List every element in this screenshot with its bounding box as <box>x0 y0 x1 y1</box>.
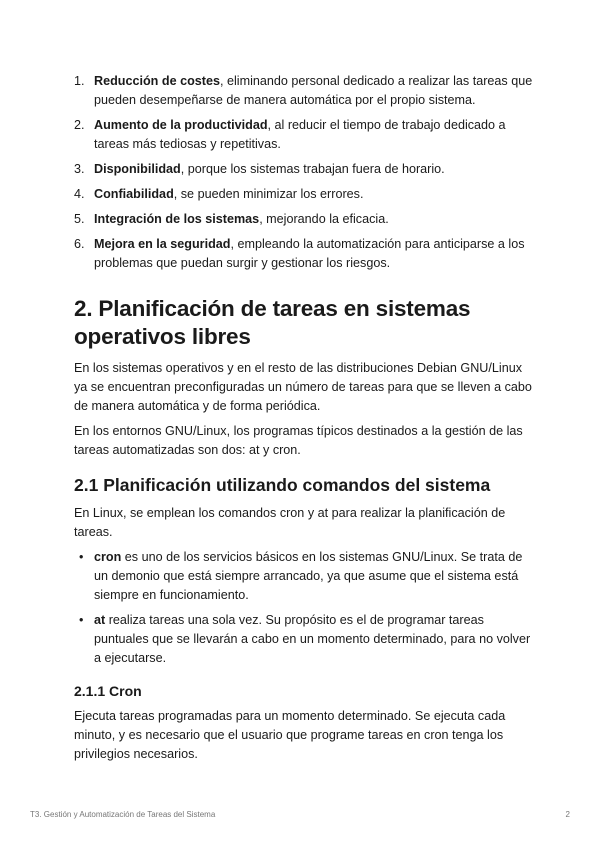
section-2-1-heading: 2.1 Planificación utilizando comandos del sistema <box>74 475 491 495</box>
section-2-paragraph: En los entornos GNU/Linux, los programas típicos destinados a la gestión de las tareas automatizadas son dos: at y cron. <box>74 424 523 457</box>
list-text: , se pueden minimizar los errores. <box>173 187 364 201</box>
list-term: Reducción de costes <box>94 74 220 88</box>
list-item <box>74 548 534 605</box>
list-text: realiza tareas una sola vez. Su propósito es el de programar tareas puntuales que se llevarán a cabo en un momento determinado, para no volver a ejecutarse. <box>94 613 531 665</box>
list-number: 1. <box>74 74 85 88</box>
list-item <box>74 72 534 110</box>
list-number: 4. <box>74 187 85 201</box>
section-2-heading: 2. Planificación de tareas en sistemas operativos libres <box>74 296 471 349</box>
page-number: 2 <box>565 810 570 819</box>
list-item <box>74 160 534 179</box>
list-text: , eliminando personal dedicado a realizar las tareas que pueden desempeñarse de manera automática por el propio sistema. <box>94 74 533 107</box>
list-text: , empleando la automatización para anticiparse a los problemas que puedan surgir y gestionar los riesgos. <box>94 237 525 270</box>
list-term: Aumento de la productividad <box>94 118 268 132</box>
list-term: cron <box>94 550 122 564</box>
list-term: at <box>94 613 106 627</box>
page-footer <box>30 810 570 819</box>
list-number: 5. <box>74 212 85 226</box>
list-term: Mejora en la seguridad <box>94 237 231 251</box>
list-item <box>74 210 534 229</box>
list-item <box>74 235 534 273</box>
page-content <box>74 72 534 770</box>
list-number: 3. <box>74 162 85 176</box>
section-2-paragraph: En los sistemas operativos y en el resto de las distribuciones Debian GNU/Linux ya se encuentran preconfiguradas un número de tareas para que se lleven a cabo de manera automática y de forma periódica. <box>74 361 532 413</box>
commands-list <box>74 548 534 668</box>
list-number: 6. <box>74 237 85 251</box>
bullet-icon: • <box>79 613 84 627</box>
section-2-1-1-paragraph: Ejecuta tareas programadas para un momento determinado. Se ejecuta cada minuto, y es necesario que el usuario que programe tareas en cron tenga los privilegios necesarios. <box>74 709 506 761</box>
list-term: Integración de los sistemas <box>94 212 260 226</box>
list-term: Confiabilidad <box>94 187 174 201</box>
list-item <box>74 185 534 204</box>
section-2-1-intro: En Linux, se emplean los comandos cron y at para realizar la planificación de tareas. <box>74 506 506 539</box>
benefits-list <box>74 72 534 273</box>
list-number: 2. <box>74 118 85 132</box>
bullet-icon: • <box>79 550 84 564</box>
list-text: es uno de los servicios básicos en los sistemas GNU/Linux. Se trata de un demonio que está siempre arrancado, ya que asume que el sistema está siempre en funcionamiento. <box>94 550 523 602</box>
list-text: , porque los sistemas trabajan fuera de horario. <box>180 162 445 176</box>
list-term: Disponibilidad <box>94 162 181 176</box>
list-text: , mejorando la eficacia. <box>259 212 389 226</box>
list-item <box>74 116 534 154</box>
list-item <box>74 611 534 668</box>
section-2-1-1-heading: 2.1.1 Cron <box>74 683 142 699</box>
footer-title: T3. Gestión y Automatización de Tareas del Sistema <box>30 810 216 819</box>
list-text: , al reducir el tiempo de trabajo dedicado a tareas más tediosas y repetitivas. <box>94 118 506 151</box>
